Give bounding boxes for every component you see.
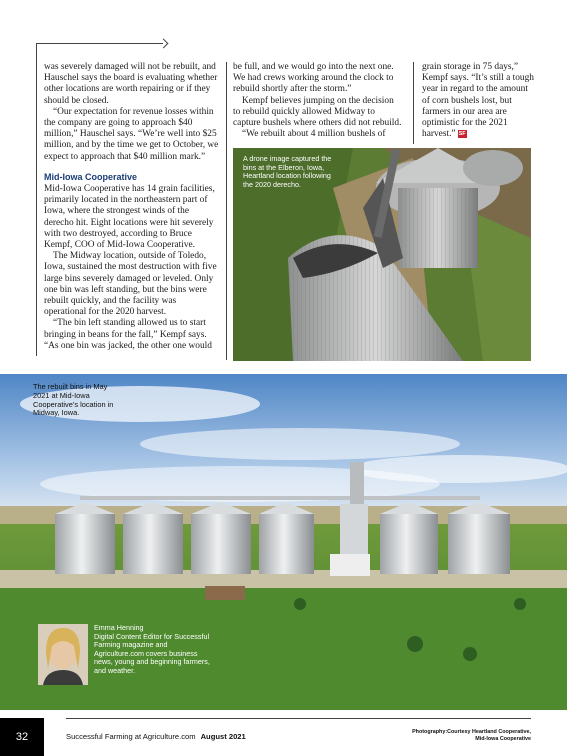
paragraph: was severely damaged will not be rebuilt, and Hauschel says the board is evaluating whether other locations are worth repairing or if they should be closed. <box>44 62 218 106</box>
photo-credit-line: Mid-Iowa Cooperative <box>475 736 531 742</box>
author-description: Digital Content Editor for Successful Farming magazine and Agriculture.com covers business news, young and beginning farmers, and weather. <box>94 631 210 675</box>
paragraph: “The bin left standing allowed us to start bringing in beans for the fall,” Kempf says. “As one bin was jacked, the other one would <box>44 318 212 351</box>
left-margin-rule <box>36 43 37 356</box>
rebuilt-bins-caption: The rebuilt bins in May 2021 at Mid-Iowa Cooperative’s location in Midway, Iowa. <box>33 382 114 418</box>
photo-credit <box>360 729 531 743</box>
top-rule <box>36 43 163 44</box>
article-column-3 <box>422 62 534 140</box>
page-number: 32 <box>0 718 44 756</box>
paragraph: “Our expectation for revenue losses within the company are going to approach $40 million,” Hauschel says. “We’re well into $25 million, and by the time we get to October, we expect to approach that $40 million mark.” <box>44 106 219 162</box>
section-subhead: Mid-Iowa Cooperative <box>44 171 138 182</box>
paragraph: The Midway location, outside of Toledo, Iowa, sustained the most destruction with five large bins severely damaged or leveled. Only one bin was left standing, but the bins were rebuilt quickly, and the facility was operational for the 2020 harvest. <box>44 251 217 318</box>
paragraph: Kempf believes jumping on the decision to rebuild quickly allowed Midway to capture bushels where others did not rebuild. <box>233 95 402 129</box>
publication-name: Successful Farming at Agriculture.com <box>66 732 196 741</box>
drone-photo-caption: A drone image captured the bins at the Elberon, Iowa, Heartland location following the 2020 derecho. <box>243 154 332 189</box>
paragraph <box>422 62 534 140</box>
author-avatar <box>38 624 88 685</box>
article-column-1 <box>44 62 220 352</box>
author-bio <box>94 624 214 676</box>
column-rule-2 <box>413 62 414 144</box>
issue-date: August 2021 <box>200 732 246 741</box>
footer-publication <box>66 732 246 741</box>
article-column-2 <box>233 62 403 140</box>
paragraph-text: grain storage in 75 days,” Kempf says. “It’s still a tough year in regard to the amount of corn bushels lost, but farmers in our area are optimistic for the 2021 harvest.” <box>422 62 534 140</box>
paragraph: “We rebuilt about 4 million bushels of <box>242 129 386 140</box>
arrow-right-icon <box>159 39 169 49</box>
footer-rule <box>66 718 531 719</box>
author-name: Emma Henning <box>94 623 144 632</box>
end-mark-icon: SF <box>458 131 466 138</box>
photo-credit-line: Photography:Courtesy Heartland Cooperative, <box>412 729 531 735</box>
paragraph: Mid-Iowa Cooperative has 14 grain facilities, primarily located in the northeastern part of Iowa, where the strongest winds of the derecho hit. Eight locations were hit severely with two destroyed, according to Bruce Kempf, COO of Mid-Iowa Cooperative. <box>44 184 215 251</box>
paragraph: be full, and we would go into the next one. We had crews working around the clock to rebuild shortly after the storm.” <box>233 62 394 95</box>
author-portrait-illustration <box>38 624 88 685</box>
column-rule-1 <box>226 62 227 360</box>
